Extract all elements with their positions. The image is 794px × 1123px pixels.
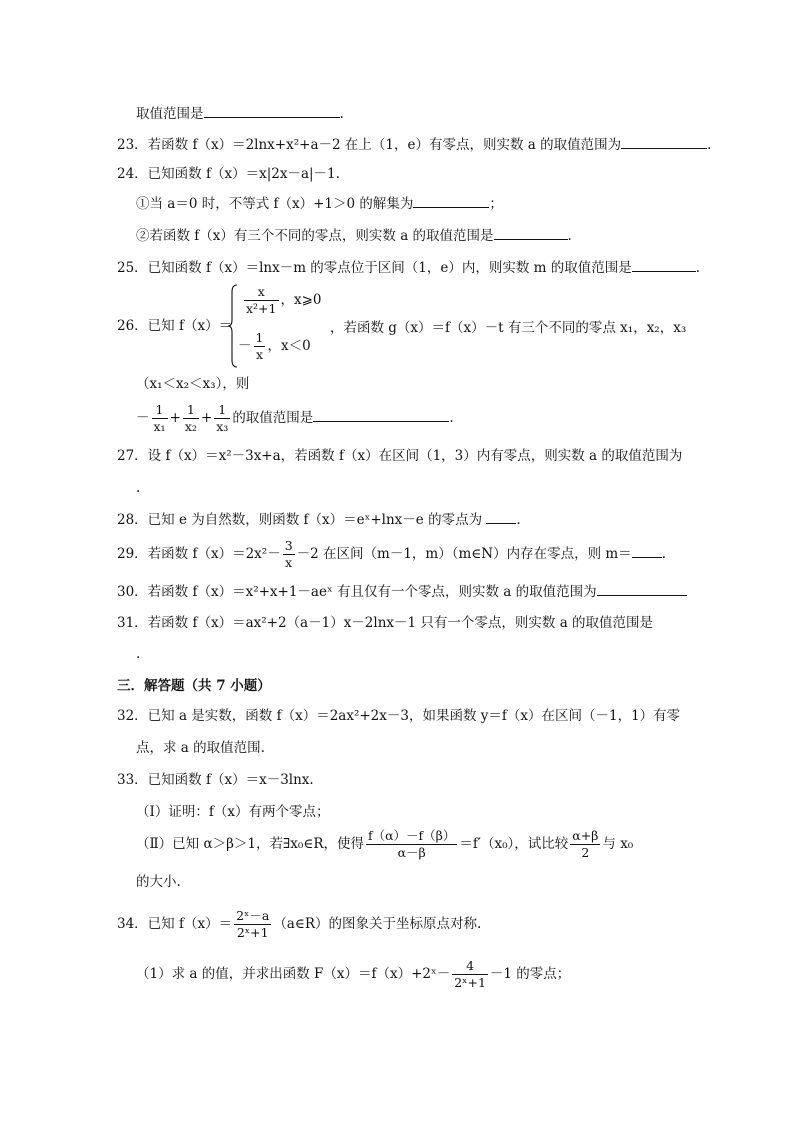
question-text: －2 在区间（m－1，m）（m∈N）内存在零点，则 m＝ <box>296 546 632 562</box>
question-25 <box>117 258 700 278</box>
condition: ，x＜0 <box>267 338 311 354</box>
question-text: 28．已知 e 为自然数，则函数 f（x）＝eˣ+lnx－e 的零点为 <box>117 512 483 528</box>
question-text: 27．设 f（x）＝x²－3x+a，若函数 f（x）在区间（1，3）内有零点，则实数 a 的取值范围为 <box>117 448 683 464</box>
fraction: $\frac{1}{\text{x₁}}$ <box>153 402 166 434</box>
fraction: $\frac{f(\alpha)-f(\beta)}{\alpha-\beta}$ <box>367 828 456 860</box>
question-29 <box>117 536 666 572</box>
brace-icon <box>228 284 238 368</box>
text: . <box>449 410 454 426</box>
question-27-end <box>136 478 140 498</box>
fraction: $\frac{\alpha+\beta}{2}$ <box>572 828 599 860</box>
text: . <box>707 137 712 153</box>
question-text: 30．若函数 f（x）＝x²+x+1－aeˣ 有且仅有一个零点，则实数 a 的取值范围为 <box>117 584 597 600</box>
section-title: 三．解答题（共 7 小题） <box>117 678 271 694</box>
question-26-line2 <box>136 374 249 394</box>
sign: + <box>200 410 213 426</box>
piecewise-definition <box>228 284 338 374</box>
condition: ，x⩾0 <box>280 292 322 308</box>
question-28 <box>117 510 521 530</box>
question-text: －1 的零点； <box>489 966 571 982</box>
question-text: （Ⅰ）证明：f（x）有两个零点； <box>136 804 330 820</box>
question-26-text <box>330 318 686 338</box>
piecewise-case-2 <box>238 330 311 363</box>
text: ； <box>489 196 503 212</box>
question-32-line2 <box>136 738 265 758</box>
question-23 <box>117 135 711 155</box>
answer-blank <box>621 136 707 149</box>
question-31 <box>117 613 653 633</box>
question-24-part1 <box>136 194 503 214</box>
question-text: 26．已知 f（x）＝ <box>117 318 233 334</box>
text: . <box>136 646 141 662</box>
piecewise-case-1 <box>242 284 322 317</box>
fraction: $\frac{1}{\text{x₂}}$ <box>184 402 197 434</box>
question-text: 33．已知函数 f（x）＝x－3lnx. <box>117 772 314 788</box>
question-26-lead <box>117 316 232 336</box>
fraction: $\frac{3}{x}$ <box>284 538 293 570</box>
question-27 <box>117 446 682 466</box>
answer-blank <box>204 105 340 118</box>
answer-blank <box>413 195 489 208</box>
question-text: ①当 a＝0 时，不等式 f（x）+1＞0 的解集为 <box>136 196 414 212</box>
question-33-part2 <box>136 826 633 862</box>
question-text: 25．已知函数 f（x）＝lnx－m 的零点位于区间（1，e）内，则实数 m 的取值范围是 <box>117 260 632 276</box>
section-heading <box>117 676 271 696</box>
sign: － <box>136 410 150 426</box>
question-text: 34．已知 f（x）＝ <box>117 916 233 932</box>
text: . <box>136 480 141 496</box>
answer-blank <box>494 227 568 240</box>
text: . <box>516 512 521 528</box>
question-text: 的取值范围是 <box>232 410 314 426</box>
question-text: 与 x₀ <box>602 836 634 852</box>
text: . <box>339 106 344 122</box>
question-text: 24．已知函数 f（x）＝x|2x－a|－1. <box>117 166 340 182</box>
answer-blank <box>486 511 516 524</box>
question-text: ＝f′（x₀），试比较 <box>459 836 569 852</box>
question-33-part1 <box>136 802 329 822</box>
fraction: $\frac{1}{\text{x₃}}$ <box>216 402 229 434</box>
answer-blank <box>632 545 662 558</box>
text: 取值范围是 <box>136 106 204 122</box>
question-26-line3 <box>136 400 454 436</box>
answer-blank <box>313 409 449 422</box>
question-text: ②若函数 f（x）有三个不同的零点，则实数 a 的取值范围是 <box>136 228 494 244</box>
question-text: （a∈R）的图象关于坐标原点对称. <box>273 916 482 932</box>
question-text: 23．若函数 f（x）＝2lnx+x²+a－2 在上（1，e）有零点，则实数 a 的取值范围为 <box>117 137 622 153</box>
fraction: $\frac{4}{\text{2ˣ+1}}$ <box>454 958 486 990</box>
sign: － <box>238 338 252 354</box>
question-34-part1 <box>136 954 570 994</box>
question-33 <box>117 770 314 790</box>
question-33-line3 <box>136 872 181 892</box>
question-text: （Ⅱ）已知 α＞β＞1，若∃x₀∈R，使得 <box>136 836 364 852</box>
sign: + <box>169 410 181 426</box>
question-text: 32．已知 a 是实数，函数 f（x）＝2ax²+2x－3，如果函数 y＝f（x）在区间（－1，1）有零 <box>117 708 681 724</box>
text: . <box>567 228 572 244</box>
question-text: （1）求 a 的值，并求出函数 F（x）＝f（x）+2ˣ－ <box>136 966 451 982</box>
q22-continuation <box>136 104 344 124</box>
fraction: $\frac{\text{2ˣ－a}}{\text{2ˣ+1}}$ <box>236 908 270 940</box>
text: . <box>695 260 701 276</box>
fraction: $\frac{1}{x}$ <box>255 330 264 362</box>
question-31-end <box>136 644 140 664</box>
question-24-part2 <box>136 226 572 246</box>
question-text: 的大小. <box>136 874 181 890</box>
question-34 <box>117 904 481 944</box>
question-text: 31．若函数 f（x）＝ax²+2（a－1）x－2lnx－1 只有一个零点，则实数 a 的取值范围是 <box>117 615 654 631</box>
question-text: 点，求 a 的取值范围. <box>136 740 265 756</box>
question-24 <box>117 164 340 184</box>
question-30 <box>117 582 687 602</box>
answer-blank <box>632 259 696 272</box>
question-text: 29．若函数 f（x）＝2x²－ <box>117 546 281 562</box>
question-text: ，若函数 g（x）＝f（x）－t 有三个不同的零点 x₁，x₂，x₃ <box>330 320 687 336</box>
text: . <box>661 546 666 562</box>
question-32 <box>117 706 680 726</box>
question-text: （x₁＜x₂＜x₃），则 <box>136 376 250 392</box>
fraction: $\frac{x}{\text{x²+1}}$ <box>246 284 277 316</box>
answer-blank <box>597 583 687 596</box>
